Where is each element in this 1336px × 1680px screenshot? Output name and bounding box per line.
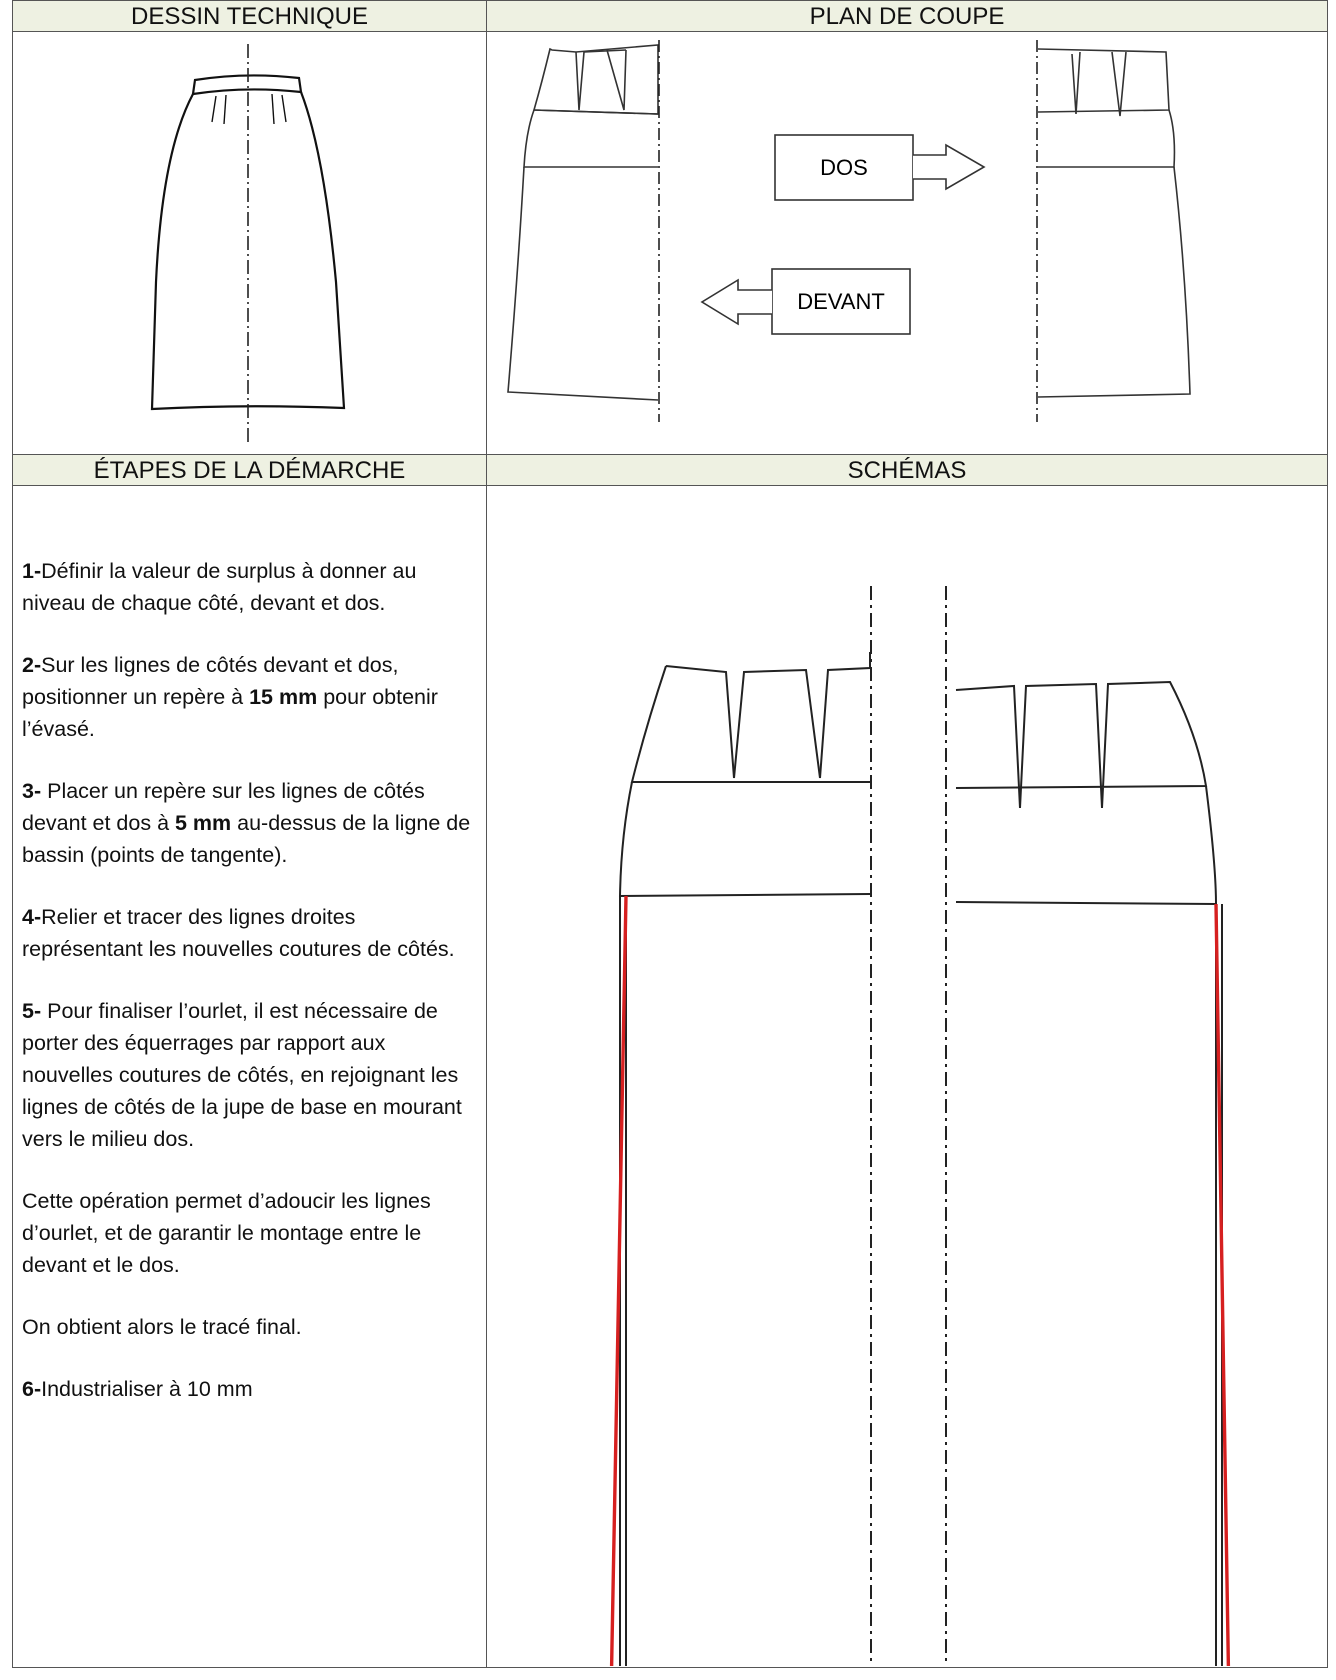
header-steps: ÉTAPES DE LA DÉMARCHE: [13, 455, 486, 486]
dos-arrow: [775, 135, 984, 200]
schema-drawing: [486, 486, 1326, 1666]
steps-list: [22, 555, 482, 1435]
header-cutting-plan: PLAN DE COUPE: [487, 1, 1327, 32]
cutting-plan-drawing: [486, 32, 1326, 453]
step-note: Cette opération permet d’adoucir les lignes d’ourlet, et de garantir le montage entre le devant et le dos.: [22, 1189, 431, 1277]
step-1: 1-Définir la valeur de surplus à donner au niveau de chaque côté, devant et dos.: [22, 559, 417, 615]
step-5: 5- Pour finaliser l’ourlet, il est nécessaire de porter des équerrages par rapport aux nouvelles coutures de côtés, en rejoignant les lignes de côtés de la jupe de base en mourant vers le milieu dos.: [22, 999, 462, 1151]
devant-label: DEVANT: [797, 289, 885, 314]
header-technical-drawing: DESSIN TECHNIQUE: [13, 1, 486, 32]
skirt-technical-drawing: [12, 32, 485, 453]
dos-label: DOS: [820, 155, 868, 180]
new-seams: [610, 896, 1230, 1666]
step-2: 2-Sur les lignes de côtés devant et dos, positionner un repère à 15 mm pour obtenir l’évasé.: [22, 653, 438, 741]
step-6: 6-Industrialiser à 10 mm: [22, 1377, 253, 1401]
waistband-shape: [193, 75, 301, 94]
step-4: 4-Relier et tracer des lignes droites représentant les nouvelles coutures de côtés.: [22, 905, 455, 961]
header-diagrams: SCHÉMAS: [487, 455, 1327, 486]
step-result: On obtient alors le tracé final.: [22, 1315, 302, 1339]
step-3: 3- Placer un repère sur les lignes de côtés devant et dos à 5 mm au-dessus de la ligne de bassin (points de tangente).: [22, 779, 471, 867]
